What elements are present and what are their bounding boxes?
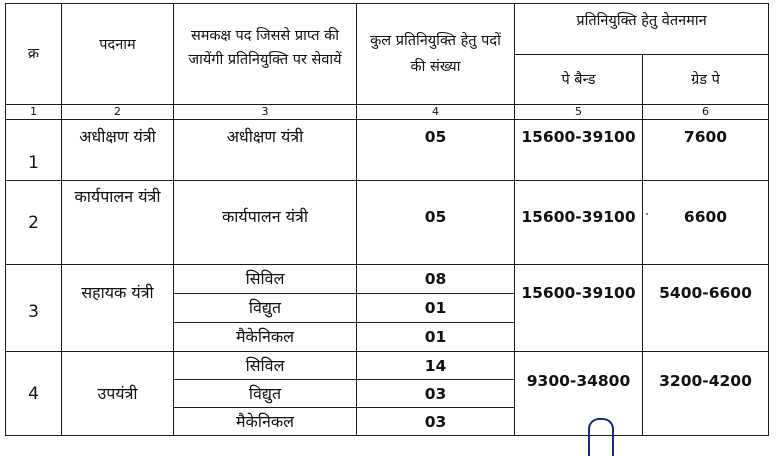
row-count: 08 (357, 265, 515, 294)
row-equivalent: कार्यपालन यंत्री (174, 181, 357, 265)
row-serial: 4 (6, 352, 62, 436)
header-serial: क्र (6, 4, 62, 105)
header-post-name: पदनाम (62, 4, 174, 105)
header-pay-band: पे बैन्ड (515, 55, 643, 105)
row-pay-band: 9300-34800 (515, 352, 643, 436)
row-grade-pay: 7600 (643, 120, 769, 181)
stray-dot (646, 213, 648, 215)
column-number: 3 (174, 105, 357, 120)
row-count: 01 (357, 294, 515, 323)
row-equivalent: मैकेनिकल (174, 323, 357, 352)
row-serial: 1 (6, 120, 62, 181)
row-post: कार्यपालन यंत्री (62, 181, 174, 265)
deputation-posts-table (5, 3, 769, 436)
row-serial: 3 (6, 265, 62, 352)
table-row (6, 181, 769, 265)
row-grade-pay: 5400-6600 (643, 265, 769, 352)
row-pay-band: 15600-39100 (515, 181, 643, 265)
header-total-posts: कुल प्रतिनियुक्ति हेतु पदों की संख्या (357, 4, 515, 105)
column-number: 5 (515, 105, 643, 120)
row-pay-band: 15600-39100 (515, 265, 643, 352)
header-equivalent-post: समकक्ष पद जिससे प्राप्त की जायेंगी प्रतिनियुक्ति पर सेवायें (174, 4, 357, 105)
row-post: सहायक यंत्री (62, 265, 174, 352)
row-post: उपयंत्री (62, 352, 174, 436)
table-row (6, 352, 769, 380)
row-grade-pay: 3200-4200 (643, 352, 769, 436)
row-count: 03 (357, 380, 515, 408)
header-pay-scale: प्रतिनियुक्ति हेतु वेतनमान (515, 4, 769, 55)
row-equivalent: विद्युत (174, 294, 357, 323)
row-post: अधीक्षण यंत्री (62, 120, 174, 181)
table-row (6, 265, 769, 294)
row-equivalent: विद्युत (174, 380, 357, 408)
column-number: 2 (62, 105, 174, 120)
row-equivalent: अधीक्षण यंत्री (174, 120, 357, 181)
column-number: 6 (643, 105, 769, 120)
column-number: 1 (6, 105, 62, 120)
pen-mark (588, 418, 614, 456)
row-count: 03 (357, 408, 515, 436)
header-grade-pay: ग्रेड पे (643, 55, 769, 105)
row-equivalent: सिविल (174, 265, 357, 294)
row-equivalent: मैकेनिकल (174, 408, 357, 436)
column-number: 4 (357, 105, 515, 120)
row-grade-pay: 6600 (643, 181, 769, 265)
row-count: 05 (357, 181, 515, 265)
row-count: 01 (357, 323, 515, 352)
row-pay-band: 15600-39100 (515, 120, 643, 181)
table-row (6, 120, 769, 181)
row-count: 14 (357, 352, 515, 380)
row-count: 05 (357, 120, 515, 181)
row-serial: 2 (6, 181, 62, 265)
row-equivalent: सिविल (174, 352, 357, 380)
